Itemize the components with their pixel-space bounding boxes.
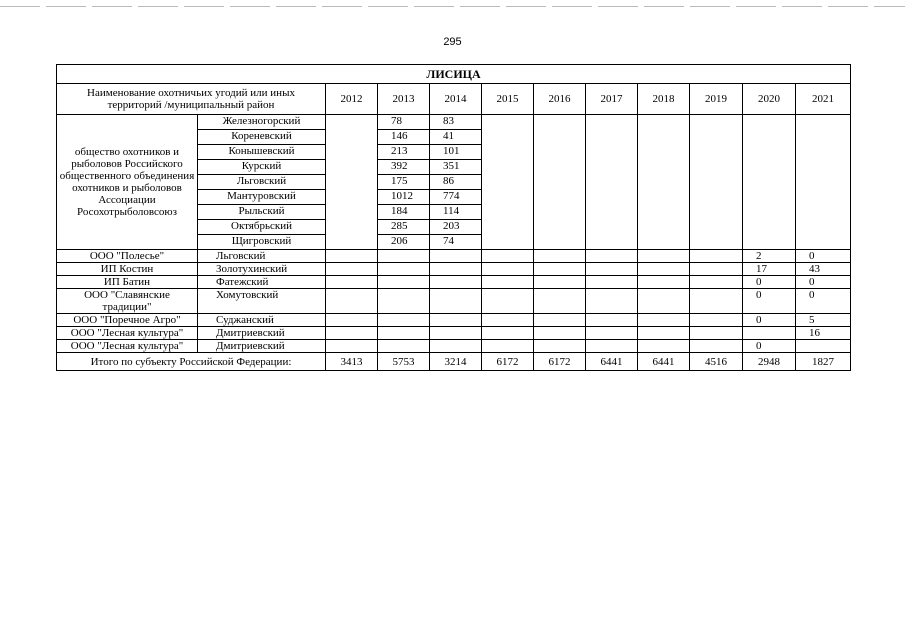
- empty-cell: [482, 289, 534, 314]
- fox-census-table: [56, 64, 851, 371]
- empty-cell: [586, 235, 638, 250]
- year-header: 2017: [586, 84, 638, 115]
- value-cell: 203: [430, 220, 482, 235]
- empty-cell: [534, 235, 586, 250]
- total-value-cell: 6441: [638, 353, 690, 371]
- empty-cell: [326, 289, 378, 314]
- empty-cell: [796, 130, 851, 145]
- page-number: 295: [443, 36, 462, 48]
- table-row: [57, 263, 851, 276]
- empty-cell: [796, 235, 851, 250]
- value-cell: 146: [378, 130, 430, 145]
- district-cell: Льговский: [198, 175, 326, 190]
- empty-cell: [534, 327, 586, 340]
- district-cell: Мантуровский: [198, 190, 326, 205]
- empty-cell: [378, 263, 430, 276]
- value-cell: 392: [378, 160, 430, 175]
- empty-cell: [638, 160, 690, 175]
- district-cell: Октябрьский: [198, 220, 326, 235]
- value-cell: 83: [430, 115, 482, 130]
- total-value-cell: 3413: [326, 353, 378, 371]
- empty-cell: [482, 175, 534, 190]
- district-cell: Железногорский: [198, 115, 326, 130]
- empty-cell: [796, 220, 851, 235]
- table-row: [57, 340, 851, 353]
- district-cell: Курский: [198, 160, 326, 175]
- value-cell: 74: [430, 235, 482, 250]
- value-cell: 0: [796, 250, 851, 263]
- value-cell: 5: [796, 314, 851, 327]
- empty-cell: [690, 190, 743, 205]
- empty-cell: [326, 340, 378, 353]
- value-cell: 17: [743, 263, 796, 276]
- value-cell: 78: [378, 115, 430, 130]
- value-cell: 351: [430, 160, 482, 175]
- district-cell: Хомутовский: [198, 289, 326, 314]
- empty-cell: [690, 160, 743, 175]
- year-header: 2021: [796, 84, 851, 115]
- empty-cell: [743, 220, 796, 235]
- year-header: 2018: [638, 84, 690, 115]
- empty-cell: [482, 250, 534, 263]
- empty-cell: [586, 276, 638, 289]
- value-cell: 774: [430, 190, 482, 205]
- year-header: 2012: [326, 84, 378, 115]
- district-cell: Рыльский: [198, 205, 326, 220]
- empty-cell: [743, 190, 796, 205]
- empty-cell: [690, 175, 743, 190]
- empty-cell: [326, 276, 378, 289]
- table-row: [57, 289, 851, 314]
- empty-cell: [586, 220, 638, 235]
- empty-cell: [482, 220, 534, 235]
- empty-cell: [586, 205, 638, 220]
- empty-cell: [326, 314, 378, 327]
- empty-cell: [482, 205, 534, 220]
- value-cell: 175: [378, 175, 430, 190]
- empty-cell: [743, 145, 796, 160]
- empty-cell: [430, 250, 482, 263]
- empty-cell: [796, 205, 851, 220]
- empty-cell: [482, 276, 534, 289]
- empty-cell: [534, 314, 586, 327]
- empty-cell: [638, 115, 690, 130]
- empty-cell: [690, 145, 743, 160]
- empty-cell: [638, 327, 690, 340]
- org-name-cell: ООО "Поречное Агро": [57, 314, 198, 327]
- empty-cell: [534, 250, 586, 263]
- empty-cell: [534, 160, 586, 175]
- empty-cell: [378, 314, 430, 327]
- empty-cell: [638, 250, 690, 263]
- value-cell: 0: [743, 289, 796, 314]
- empty-cell: [586, 130, 638, 145]
- empty-cell: [690, 250, 743, 263]
- empty-cell: [796, 160, 851, 175]
- value-cell: 101: [430, 145, 482, 160]
- empty-cell: [326, 205, 378, 220]
- value-cell: 206: [378, 235, 430, 250]
- total-value-cell: 2948: [743, 353, 796, 371]
- empty-cell: [586, 327, 638, 340]
- value-cell: 114: [430, 205, 482, 220]
- empty-cell: [378, 289, 430, 314]
- empty-cell: [586, 263, 638, 276]
- empty-cell: [378, 250, 430, 263]
- empty-cell: [482, 314, 534, 327]
- district-cell: Дмитриевский: [198, 327, 326, 340]
- table-title: ЛИСИЦА: [57, 65, 851, 84]
- empty-cell: [586, 145, 638, 160]
- empty-cell: [430, 276, 482, 289]
- empty-cell: [326, 263, 378, 276]
- total-value-cell: 6172: [534, 353, 586, 371]
- empty-cell: [378, 327, 430, 340]
- empty-cell: [796, 175, 851, 190]
- org-name-cell: ИП Батин: [57, 276, 198, 289]
- district-cell: Щигровский: [198, 235, 326, 250]
- empty-cell: [690, 276, 743, 289]
- empty-cell: [378, 276, 430, 289]
- empty-cell: [796, 115, 851, 130]
- value-cell: 0: [796, 276, 851, 289]
- empty-cell: [743, 130, 796, 145]
- table-row: [57, 314, 851, 327]
- empty-cell: [482, 190, 534, 205]
- empty-cell: [586, 314, 638, 327]
- total-label: Итого по субъекту Российской Федерации:: [57, 353, 326, 371]
- empty-cell: [638, 190, 690, 205]
- empty-cell: [326, 115, 378, 130]
- empty-cell: [638, 340, 690, 353]
- empty-cell: [638, 220, 690, 235]
- empty-cell: [586, 250, 638, 263]
- empty-cell: [482, 263, 534, 276]
- district-cell: Золотухинский: [198, 263, 326, 276]
- empty-cell: [430, 340, 482, 353]
- empty-cell: [430, 289, 482, 314]
- total-value-cell: 6441: [586, 353, 638, 371]
- empty-cell: [638, 205, 690, 220]
- empty-cell: [326, 145, 378, 160]
- table-row: [57, 115, 851, 130]
- org-name-cell: ООО "Полесье": [57, 250, 198, 263]
- empty-cell: [534, 175, 586, 190]
- empty-cell: [534, 263, 586, 276]
- empty-cell: [534, 115, 586, 130]
- empty-cell: [638, 276, 690, 289]
- empty-cell: [690, 220, 743, 235]
- total-row: [57, 353, 851, 371]
- value-cell: 0: [743, 340, 796, 353]
- empty-cell: [586, 115, 638, 130]
- total-value-cell: 5753: [378, 353, 430, 371]
- empty-cell: [534, 220, 586, 235]
- empty-cell: [326, 235, 378, 250]
- empty-cell: [482, 160, 534, 175]
- empty-cell: [638, 130, 690, 145]
- year-header: 2015: [482, 84, 534, 115]
- empty-cell: [743, 235, 796, 250]
- org-name-cell: общество охотников и рыболовов Российского общественного объединения охотников и рыболовов Ассоциации Росохотрыболовсоюз: [57, 115, 198, 250]
- empty-cell: [743, 115, 796, 130]
- empty-cell: [690, 205, 743, 220]
- total-value-cell: 6172: [482, 353, 534, 371]
- empty-cell: [586, 190, 638, 205]
- header-row: [57, 84, 851, 115]
- header-name: Наименование охотничьих угодий или иных территорий /муниципальный район: [57, 84, 326, 115]
- empty-cell: [326, 130, 378, 145]
- empty-cell: [326, 175, 378, 190]
- org-name-cell: ООО "Лесная культура": [57, 340, 198, 353]
- empty-cell: [690, 340, 743, 353]
- empty-cell: [638, 263, 690, 276]
- empty-cell: [638, 235, 690, 250]
- empty-cell: [482, 340, 534, 353]
- total-value-cell: 1827: [796, 353, 851, 371]
- empty-cell: [690, 235, 743, 250]
- empty-cell: [326, 160, 378, 175]
- empty-cell: [534, 340, 586, 353]
- year-header: 2016: [534, 84, 586, 115]
- empty-cell: [690, 314, 743, 327]
- empty-cell: [586, 160, 638, 175]
- empty-cell: [638, 314, 690, 327]
- empty-cell: [796, 190, 851, 205]
- table-row: [57, 276, 851, 289]
- value-cell: [796, 340, 851, 353]
- empty-cell: [482, 327, 534, 340]
- empty-cell: [638, 175, 690, 190]
- district-cell: Фатежский: [198, 276, 326, 289]
- empty-cell: [430, 263, 482, 276]
- value-cell: 86: [430, 175, 482, 190]
- value-cell: 43: [796, 263, 851, 276]
- table-row: [57, 327, 851, 340]
- empty-cell: [638, 289, 690, 314]
- empty-cell: [690, 130, 743, 145]
- value-cell: 184: [378, 205, 430, 220]
- year-header: 2020: [743, 84, 796, 115]
- value-cell: 0: [743, 314, 796, 327]
- value-cell: 0: [796, 289, 851, 314]
- value-cell: [743, 327, 796, 340]
- table-row: [57, 250, 851, 263]
- empty-cell: [743, 205, 796, 220]
- value-cell: 0: [743, 276, 796, 289]
- org-name-cell: ООО "Славянские традиции": [57, 289, 198, 314]
- year-header: 2019: [690, 84, 743, 115]
- org-name-cell: ООО "Лесная культура": [57, 327, 198, 340]
- value-cell: 16: [796, 327, 851, 340]
- top-scan-rule: [0, 6, 905, 7]
- value-cell: 1012: [378, 190, 430, 205]
- empty-cell: [690, 289, 743, 314]
- empty-cell: [326, 190, 378, 205]
- year-header: 2014: [430, 84, 482, 115]
- empty-cell: [430, 327, 482, 340]
- district-cell: Конышевский: [198, 145, 326, 160]
- empty-cell: [326, 327, 378, 340]
- district-cell: Дмитриевский: [198, 340, 326, 353]
- empty-cell: [482, 235, 534, 250]
- value-cell: 2: [743, 250, 796, 263]
- year-header: 2013: [378, 84, 430, 115]
- empty-cell: [690, 327, 743, 340]
- total-value-cell: 4516: [690, 353, 743, 371]
- district-cell: Льговский: [198, 250, 326, 263]
- empty-cell: [586, 289, 638, 314]
- empty-cell: [638, 145, 690, 160]
- empty-cell: [534, 276, 586, 289]
- empty-cell: [534, 130, 586, 145]
- empty-cell: [534, 289, 586, 314]
- empty-cell: [482, 145, 534, 160]
- title-row: [57, 65, 851, 84]
- empty-cell: [743, 160, 796, 175]
- empty-cell: [586, 340, 638, 353]
- value-cell: 285: [378, 220, 430, 235]
- district-cell: Кореневский: [198, 130, 326, 145]
- empty-cell: [378, 340, 430, 353]
- empty-cell: [690, 263, 743, 276]
- value-cell: 41: [430, 130, 482, 145]
- empty-cell: [482, 130, 534, 145]
- empty-cell: [690, 115, 743, 130]
- value-cell: 213: [378, 145, 430, 160]
- total-value-cell: 3214: [430, 353, 482, 371]
- empty-cell: [796, 145, 851, 160]
- empty-cell: [534, 205, 586, 220]
- empty-cell: [326, 250, 378, 263]
- empty-cell: [430, 314, 482, 327]
- district-cell: Суджанский: [198, 314, 326, 327]
- empty-cell: [534, 145, 586, 160]
- empty-cell: [326, 220, 378, 235]
- empty-cell: [482, 115, 534, 130]
- empty-cell: [586, 175, 638, 190]
- empty-cell: [534, 190, 586, 205]
- org-name-cell: ИП Костин: [57, 263, 198, 276]
- empty-cell: [743, 175, 796, 190]
